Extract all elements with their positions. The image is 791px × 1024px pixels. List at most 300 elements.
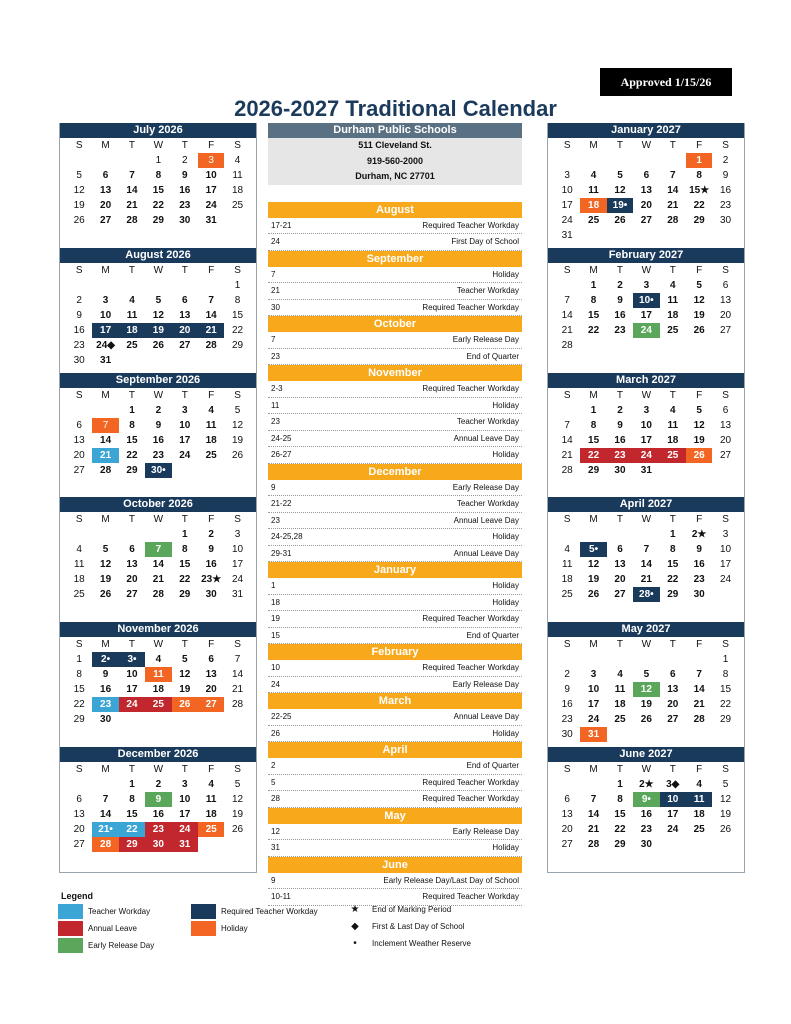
day-cell: 14 xyxy=(693,684,705,696)
event-description: End of Quarter xyxy=(466,351,519,361)
day-cell: 16 xyxy=(614,309,626,321)
event-date: 21-22 xyxy=(271,499,292,508)
event-description: First Day of School xyxy=(451,237,519,246)
day-cell: 6 xyxy=(722,279,729,291)
day-cell: 30 xyxy=(640,838,652,850)
empty-day xyxy=(66,153,92,168)
day-cell: 23 xyxy=(73,339,85,351)
day-cell: 1 xyxy=(181,529,188,541)
event-month-header: December xyxy=(268,464,522,480)
day-cell: 8 xyxy=(155,170,162,181)
weekday-label: T xyxy=(669,389,676,401)
day-cell: 23★ xyxy=(201,574,222,586)
event-description: Holiday xyxy=(492,843,519,852)
day-cell: 7 xyxy=(643,544,650,556)
day-cell: 29 xyxy=(614,838,626,850)
day-cell: 10 xyxy=(588,684,600,696)
day-cell: 15 xyxy=(588,434,600,446)
legend-inclement xyxy=(348,938,471,949)
day-cell: 10 xyxy=(205,170,217,181)
day-cell: 14 xyxy=(231,669,244,681)
event-description: Early Release Day xyxy=(452,335,519,344)
day-cell: 22 xyxy=(119,822,145,837)
day-cell: 30 xyxy=(145,837,171,852)
day-cell: 8 xyxy=(722,669,729,681)
weekday-label: F xyxy=(208,264,215,276)
day-cell: 1 xyxy=(76,654,82,666)
day-cell: 20 xyxy=(205,684,217,696)
day-cell: 12 xyxy=(100,559,112,571)
day-cell: 19 xyxy=(693,309,705,321)
school-phone: 919-560-2000 xyxy=(366,155,424,166)
day-cell: 17 xyxy=(561,200,573,211)
day-cell: 27 xyxy=(126,589,138,601)
month-header: November 2026 xyxy=(60,622,256,637)
weekday-label: M xyxy=(589,140,598,151)
month-calendar xyxy=(548,123,744,248)
day-cell: 18 xyxy=(667,309,679,321)
day-cell: 22 xyxy=(152,200,164,211)
event-date: 1 xyxy=(271,581,276,590)
day-cell: 8 xyxy=(669,544,676,556)
day-cell: 18 xyxy=(205,434,217,446)
weekday-label: T xyxy=(128,514,136,526)
weekday-label: S xyxy=(563,264,571,276)
day-cell: 12 xyxy=(633,682,659,697)
empty-day xyxy=(66,527,92,542)
event-description: Holiday xyxy=(492,597,519,607)
day-cell: 8 xyxy=(234,294,241,306)
day-cell: 29 xyxy=(231,339,244,351)
weekday-label: F xyxy=(696,639,703,651)
event-row xyxy=(268,611,522,628)
day-cell: 26 xyxy=(231,449,244,461)
day-cell: 11 xyxy=(562,559,573,571)
day-cell: 11 xyxy=(74,559,85,571)
weekday-label: W xyxy=(153,389,164,401)
day-cell: 3 xyxy=(234,529,241,541)
day-cell: 18 xyxy=(580,198,606,213)
day-cell: 21 xyxy=(640,574,652,586)
weekday-label: W xyxy=(153,763,164,775)
day-cell: 30 xyxy=(693,589,705,601)
day-cell: 15 xyxy=(126,434,138,446)
event-date: 26 xyxy=(271,728,280,738)
weekday-label: S xyxy=(563,514,571,526)
day-cell: 15 xyxy=(73,684,85,696)
empty-day xyxy=(92,278,118,293)
weekday-label: S xyxy=(563,763,571,775)
empty-day xyxy=(580,777,606,792)
weekday-label: W xyxy=(641,514,652,526)
events-column xyxy=(268,123,522,906)
day-cell: 6 xyxy=(564,793,570,805)
event-description: End of Quarter xyxy=(466,761,519,770)
day-cell: 13 xyxy=(640,185,652,196)
empty-day xyxy=(92,777,118,792)
day-cell: 3◆ xyxy=(666,778,680,790)
event-date: 23 xyxy=(271,351,280,361)
day-cell: 8 xyxy=(590,419,597,431)
day-cell: 15 xyxy=(667,559,679,571)
school-city: Durham, NC 27701 xyxy=(355,171,435,181)
day-cell: 24 xyxy=(667,823,679,835)
required-workday-swatch xyxy=(191,904,216,919)
month-header: January 2027 xyxy=(548,123,744,138)
event-date: 24 xyxy=(271,237,280,246)
day-cell: 13 xyxy=(667,684,679,696)
event-description: Early Release Day/Last Day of School xyxy=(383,875,519,885)
day-cell: 10 xyxy=(100,309,112,321)
legend-holiday xyxy=(191,921,248,936)
day-cell: 6 xyxy=(76,793,82,805)
day-cell: 11 xyxy=(232,170,243,181)
day-cell: 11 xyxy=(205,793,217,805)
day-cell: 19 xyxy=(588,574,600,586)
month-calendar xyxy=(60,747,256,872)
month-grid xyxy=(554,512,744,602)
day-cell: 17 xyxy=(92,323,118,338)
event-description: Holiday xyxy=(492,400,519,410)
month-calendar xyxy=(548,497,744,622)
day-cell: 7 xyxy=(564,419,570,431)
month-calendar xyxy=(548,747,744,872)
weekday-label: F xyxy=(208,514,215,526)
empty-day xyxy=(686,652,712,667)
day-cell: 30• xyxy=(145,463,171,478)
day-cell: 18 xyxy=(152,684,164,696)
day-cell: 4 xyxy=(129,294,135,306)
weekday-label: T xyxy=(181,389,188,401)
day-cell: 13 xyxy=(205,669,217,681)
day-cell: 31 xyxy=(640,464,652,476)
day-cell: 16 xyxy=(205,559,217,571)
event-description: Required Teacher Workday xyxy=(422,892,519,901)
day-cell: 4 xyxy=(696,778,702,790)
day-cell: 22 xyxy=(667,574,679,586)
dot-icon: • xyxy=(353,938,357,949)
event-month-header: March xyxy=(268,693,522,709)
day-cell: 14 xyxy=(152,559,164,571)
day-cell: 3 xyxy=(564,170,570,181)
annual-leave-swatch xyxy=(58,921,83,936)
weekday-label: F xyxy=(696,763,703,775)
day-cell: 11 xyxy=(126,309,138,321)
day-cell: 13 xyxy=(126,559,138,571)
day-cell: 10 xyxy=(660,792,686,807)
event-date: 24 xyxy=(271,679,280,689)
day-cell: 16 xyxy=(561,699,573,711)
day-cell: 23 xyxy=(92,697,118,712)
event-description: Required Teacher Workday xyxy=(422,220,519,230)
day-cell: 20 xyxy=(719,309,732,321)
day-cell: 13 xyxy=(179,309,191,321)
day-cell: 2 xyxy=(155,404,162,416)
school-name: Durham Public Schools xyxy=(268,123,522,138)
day-cell: 12 xyxy=(73,185,85,196)
legend-label: Teacher Workday xyxy=(88,907,151,916)
day-cell: 6 xyxy=(643,170,650,181)
day-cell: 18 xyxy=(231,185,244,196)
day-cell: 26 xyxy=(231,823,244,835)
day-cell: 25 xyxy=(145,697,171,712)
legend-label: End of Marking Period xyxy=(372,905,452,914)
day-cell: 27 xyxy=(719,324,732,336)
day-cell: 13 xyxy=(719,419,732,431)
day-cell: 14 xyxy=(561,309,573,321)
day-cell: 13 xyxy=(73,434,85,446)
day-cell: 26 xyxy=(588,589,600,601)
event-description: Early Release Day xyxy=(452,679,519,689)
weekday-label: W xyxy=(641,264,652,276)
day-cell: 27 xyxy=(179,339,191,351)
day-cell: 27 xyxy=(614,589,626,601)
weekday-label: T xyxy=(128,639,136,651)
day-cell: 23 xyxy=(152,449,164,461)
weekday-label: T xyxy=(616,514,624,526)
weekday-label: S xyxy=(75,389,83,401)
day-cell: 2★ xyxy=(639,778,654,790)
event-description: Annual Leave Day xyxy=(453,433,519,443)
day-cell: 28 xyxy=(667,215,679,226)
day-cell: 27 xyxy=(667,714,679,726)
event-row xyxy=(268,529,522,546)
weekday-label: W xyxy=(641,389,652,401)
day-cell: 10 xyxy=(179,419,191,431)
day-cell: 15 xyxy=(231,309,244,321)
day-cell: 25 xyxy=(73,589,85,601)
day-cell: 17 xyxy=(126,684,138,696)
day-cell: 2 xyxy=(76,294,82,306)
day-cell: 19 xyxy=(231,808,244,820)
day-cell: 24 xyxy=(561,215,573,226)
weekday-label: F xyxy=(208,140,215,151)
day-cell: 29 xyxy=(588,464,600,476)
day-cell: 4 xyxy=(208,404,214,416)
event-row xyxy=(268,447,522,464)
event-month-header: May xyxy=(268,808,522,824)
event-description: Annual Leave Day xyxy=(453,712,519,721)
event-description: Required Teacher Workday xyxy=(422,663,519,672)
day-cell: 31 xyxy=(231,589,244,601)
day-cell: 18 xyxy=(205,808,217,820)
weekday-label: M xyxy=(589,264,598,276)
weekday-label: T xyxy=(616,264,624,276)
day-cell: 24 xyxy=(231,574,244,586)
weekday-label: S xyxy=(234,264,241,276)
event-description: Holiday xyxy=(492,450,519,459)
day-cell: 12 xyxy=(693,419,705,431)
month-header: August 2026 xyxy=(60,248,256,263)
event-row xyxy=(268,628,522,645)
day-cell: 15 xyxy=(152,185,164,196)
day-cell: 21 xyxy=(231,684,244,696)
weekday-label: S xyxy=(234,763,241,775)
day-cell: 26 xyxy=(152,339,164,351)
empty-day xyxy=(145,278,171,293)
weekday-label: S xyxy=(563,639,571,651)
weekday-label: S xyxy=(75,264,83,276)
legend-end-marking xyxy=(348,904,451,915)
day-cell: 5 xyxy=(76,170,82,181)
month-header: October 2026 xyxy=(60,497,256,512)
weekday-label: M xyxy=(589,763,598,775)
day-cell: 28• xyxy=(633,587,659,602)
empty-day xyxy=(607,153,633,168)
day-cell: 13 xyxy=(614,559,626,571)
day-cell: 19 xyxy=(100,574,112,586)
day-cell: 3 xyxy=(102,294,109,306)
day-cell: 15 xyxy=(179,559,191,571)
day-cell: 2 xyxy=(617,279,623,291)
day-cell: 5 xyxy=(102,544,109,556)
day-cell: 25 xyxy=(205,449,217,461)
day-cell: 9 xyxy=(617,419,623,431)
day-cell: 30 xyxy=(561,729,573,741)
event-month-header: September xyxy=(268,251,522,267)
event-month-header: June xyxy=(268,857,522,873)
day-cell: 27 xyxy=(640,215,652,226)
weekday-label: T xyxy=(616,639,624,651)
empty-day xyxy=(554,278,580,293)
event-month-header: April xyxy=(268,742,522,758)
event-row xyxy=(268,414,522,431)
day-cell: 9 xyxy=(564,684,570,696)
weekday-label: S xyxy=(563,389,571,401)
day-cell: 17 xyxy=(179,434,191,446)
event-month-header: October xyxy=(268,316,522,332)
day-cell: 29 xyxy=(693,215,705,226)
month-calendar xyxy=(60,373,256,498)
weekday-label: M xyxy=(101,140,110,151)
day-cell: 30 xyxy=(614,464,626,476)
empty-day xyxy=(554,652,580,667)
weekday-label: T xyxy=(181,763,188,775)
day-cell: 24 xyxy=(119,697,145,712)
day-cell: 23 xyxy=(693,574,705,586)
day-cell: 22 xyxy=(231,324,244,336)
day-cell: 10 xyxy=(126,669,138,681)
day-cell: 4 xyxy=(234,155,241,166)
day-cell: 20 xyxy=(172,323,198,338)
event-description: Holiday xyxy=(492,581,519,590)
day-cell: 4 xyxy=(564,544,570,556)
event-description: Annual Leave Day xyxy=(453,515,519,525)
day-cell: 5 xyxy=(234,778,241,790)
day-cell: 26 xyxy=(640,714,652,726)
weekday-label: S xyxy=(234,639,241,651)
empty-day xyxy=(633,527,659,542)
day-cell: 12 xyxy=(179,669,191,681)
day-cell: 7 xyxy=(669,170,676,181)
empty-day xyxy=(119,153,145,168)
month-grid xyxy=(66,263,256,368)
event-row xyxy=(268,677,522,694)
day-cell: 20 xyxy=(73,823,85,835)
legend-early-release xyxy=(58,938,154,953)
day-cell: 7 xyxy=(590,793,597,805)
day-cell: 31 xyxy=(172,837,198,852)
day-cell: 8 xyxy=(76,669,82,681)
legend-label: Early Release Day xyxy=(88,941,155,950)
day-cell: 15 xyxy=(126,808,138,820)
day-cell: 20 xyxy=(640,200,652,211)
holiday-swatch xyxy=(191,921,216,936)
day-cell: 22 xyxy=(126,449,138,461)
day-cell: 23 xyxy=(561,714,573,726)
day-cell: 28 xyxy=(693,714,705,726)
day-cell: 30 xyxy=(100,714,112,726)
day-cell: 16 xyxy=(640,808,652,820)
month-grid xyxy=(66,388,256,478)
day-cell: 10• xyxy=(633,293,659,308)
legend-label: Inclement Weather Reserve xyxy=(372,939,472,948)
weekday-label: T xyxy=(181,264,188,276)
day-cell: 3 xyxy=(590,669,597,681)
day-cell: 18 xyxy=(693,808,705,820)
day-cell: 2 xyxy=(155,778,162,790)
day-cell: 15 xyxy=(719,684,732,696)
day-cell: 16 xyxy=(614,434,626,446)
day-cell: 6 xyxy=(722,404,729,416)
day-cell: 3 xyxy=(643,279,650,291)
day-cell: 30 xyxy=(205,589,217,601)
day-cell: 21 xyxy=(561,324,573,336)
empty-day xyxy=(580,153,606,168)
weekday-label: M xyxy=(101,514,110,526)
weekday-label: S xyxy=(722,389,729,401)
day-cell: 1 xyxy=(686,153,712,168)
legend-label: Required Teacher Workday xyxy=(221,907,318,916)
day-cell: 9 xyxy=(181,170,188,181)
weekday-label: T xyxy=(128,140,136,151)
event-row xyxy=(268,381,522,398)
day-cell: 12 xyxy=(231,793,244,805)
day-cell: 17 xyxy=(588,699,600,711)
day-cell: 1 xyxy=(722,654,729,666)
month-grid xyxy=(66,512,256,602)
day-cell: 26 xyxy=(172,697,198,712)
day-cell: 6 xyxy=(617,544,623,556)
day-cell: 16 xyxy=(152,434,164,446)
day-cell: 17 xyxy=(640,309,652,321)
event-date: 26-27 xyxy=(271,450,292,459)
day-cell: 1 xyxy=(155,155,162,166)
event-description: Required Teacher Workday xyxy=(422,302,519,312)
event-row xyxy=(268,824,522,841)
day-cell: 5 xyxy=(696,279,702,291)
day-cell: 21 xyxy=(693,699,705,711)
day-cell: 14 xyxy=(588,808,600,820)
day-cell: 10 xyxy=(179,793,191,805)
empty-day xyxy=(554,777,580,792)
day-cell: 1 xyxy=(590,404,597,416)
day-cell: 3 xyxy=(643,404,650,416)
day-cell: 16 xyxy=(100,684,112,696)
day-cell: 23 xyxy=(719,200,732,211)
event-date: 10 xyxy=(271,663,280,672)
event-row xyxy=(268,726,522,743)
legend-label: First & Last Day of School xyxy=(372,922,465,931)
day-cell: 9 xyxy=(696,544,702,556)
empty-day xyxy=(119,278,145,293)
event-date: 7 xyxy=(271,335,276,344)
event-date: 9 xyxy=(271,875,276,885)
day-cell: 27 xyxy=(561,838,573,850)
month-grid xyxy=(66,138,256,228)
empty-day xyxy=(172,278,198,293)
day-cell: 18 xyxy=(667,434,679,446)
